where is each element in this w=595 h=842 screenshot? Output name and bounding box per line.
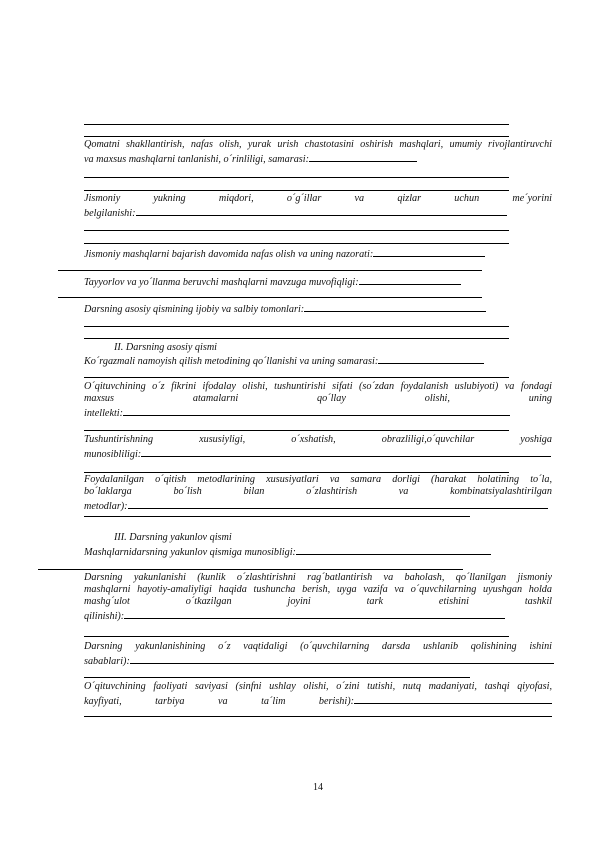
blank-line [84,230,509,231]
item-demo [84,353,484,368]
item-load-line1: Jismoniy yukning miqdori, o´g´illar va qizlar uchun me´yorini [84,193,552,204]
blank-line [84,377,509,378]
answer-blank [128,498,548,509]
blank-line [84,177,509,178]
answer-blank [123,405,510,416]
item-activity-line1: O´qituvchining faoliyati saviyasi (sinfni ushlay olishi, o´zini tutishi, nutq madaniyati, tashqi qiyofasi, [84,681,552,692]
answer-blank [378,353,484,364]
blank-line [84,326,509,327]
item-prepared-label: Tayyorlov va yo´llanma beruvchi mashqlarni mavzuga muvofiqligi: [84,277,359,288]
blank-line [84,190,509,191]
item-breathing-label: va maxsus mashqlarni tanlanishi, o´rinliligi, samarasi: [84,154,309,165]
item-control [84,246,485,261]
item-summary-line2: mashqlarni hayotiy-amaliyligi haqida tushuncha berish, uyga vazifa va o´quvchilarning uyushgan holda [84,584,552,595]
answer-blank [354,693,552,704]
answer-blank [296,544,491,555]
item-timely-line2 [84,653,554,668]
item-load-label: belgilanishi: [84,208,136,219]
item-timely-line1: Darsning yakunlanishining o´z vaqtidaligi (o´quvchilarning darsda ushlanib qolishining ishini [84,641,552,652]
item-final-label: Mashqlarnidarsning yakunlov qismiga munosibligi: [84,547,296,558]
answer-blank [130,653,554,664]
blank-line [38,569,463,570]
answer-blank [124,608,505,619]
blank-line [84,136,509,137]
item-control-label: Jismoniy mashqlarni bajarish davomida nafas olish va uning nazorati: [84,249,374,260]
item-teacher-line1: O´qituvchining o´z fikrini ifodalay olishi, tushuntirishi sifati (so´zdan foydalanish uslubiyoti) va fondagi [84,381,552,392]
item-final [84,544,491,559]
item-load-line2 [84,205,507,220]
item-timely-label: sabablari): [84,656,130,667]
item-summary-label: qilinishi): [84,611,125,622]
answer-blank [359,274,461,285]
item-summary-line4 [84,608,505,623]
item-prepared [84,274,461,289]
blank-line [84,124,509,125]
answer-blank [141,446,551,457]
item-breathing-line2 [84,151,417,166]
item-teacher-label: intellekti: [84,408,124,419]
blank-line [84,677,470,678]
item-aspects [84,301,486,316]
item-explain-line1: Tushuntirishning xususiyligi, o´xshatish, obrazliligi,o´quvchilar yoshiga [84,434,552,445]
blank-line [84,716,552,717]
page-number: 14 [313,782,323,793]
item-explain-label: munosibliligi: [84,449,142,460]
blank-line [58,270,482,271]
blank-line [84,430,509,431]
item-activity-label: kayfiyati, tarbiya va ta´lim berishi): [84,696,354,707]
blank-line [84,472,509,473]
item-methods-label: metodlar): [84,501,128,512]
item-methods-line1: Foydalanilgan o´qitish metodlarining xususiyatlari va samara dorligi (harakat holatining to´la, [84,474,552,485]
item-aspects-label: Darsning asosiy qismining ijobiy va salbiy tomonlari: [84,304,305,315]
item-methods-line3 [84,498,548,513]
blank-line [84,338,509,339]
item-breathing-line1: Qomatni shakllantirish, nafas olish, yurak urish chastotasini oshirish mashqlari, umumiy rivojlantiruvchi [84,139,552,150]
item-activity-line2 [84,693,552,708]
blank-line [84,516,470,517]
item-teacher-line3 [84,405,510,420]
answer-blank [373,246,485,257]
answer-blank [136,205,507,216]
blank-line [58,297,482,298]
answer-blank [304,301,486,312]
blank-line [84,636,509,637]
item-explain-line2 [84,446,551,461]
section2-heading: II. Darsning asosiy qismi [114,342,218,353]
answer-blank [309,151,417,162]
item-summary-line1: Darsning yakunlanishi (kunlik o´zlashtirishni rag´batlantirish va baholash, qo´llanilgan jismoniy [84,572,552,583]
item-demo-label: Ko´rgazmali namoyish qilish metodining qo´llanishi va uning samarasi: [84,356,379,367]
item-summary-line3: mashg´ulot o´tkazilgan joyini tark etishini tashkil [84,596,552,607]
blank-line [84,243,509,244]
item-teacher-line2: maxsus atamalarni qo´llay olishi, uning [84,393,552,404]
section3-heading: III. Darsning yakunlov qismi [114,532,232,543]
item-methods-line2: bo´laklarga bo´lish bilan o´zlashtirish va kombinatsiyalashtirilgan [84,486,552,497]
